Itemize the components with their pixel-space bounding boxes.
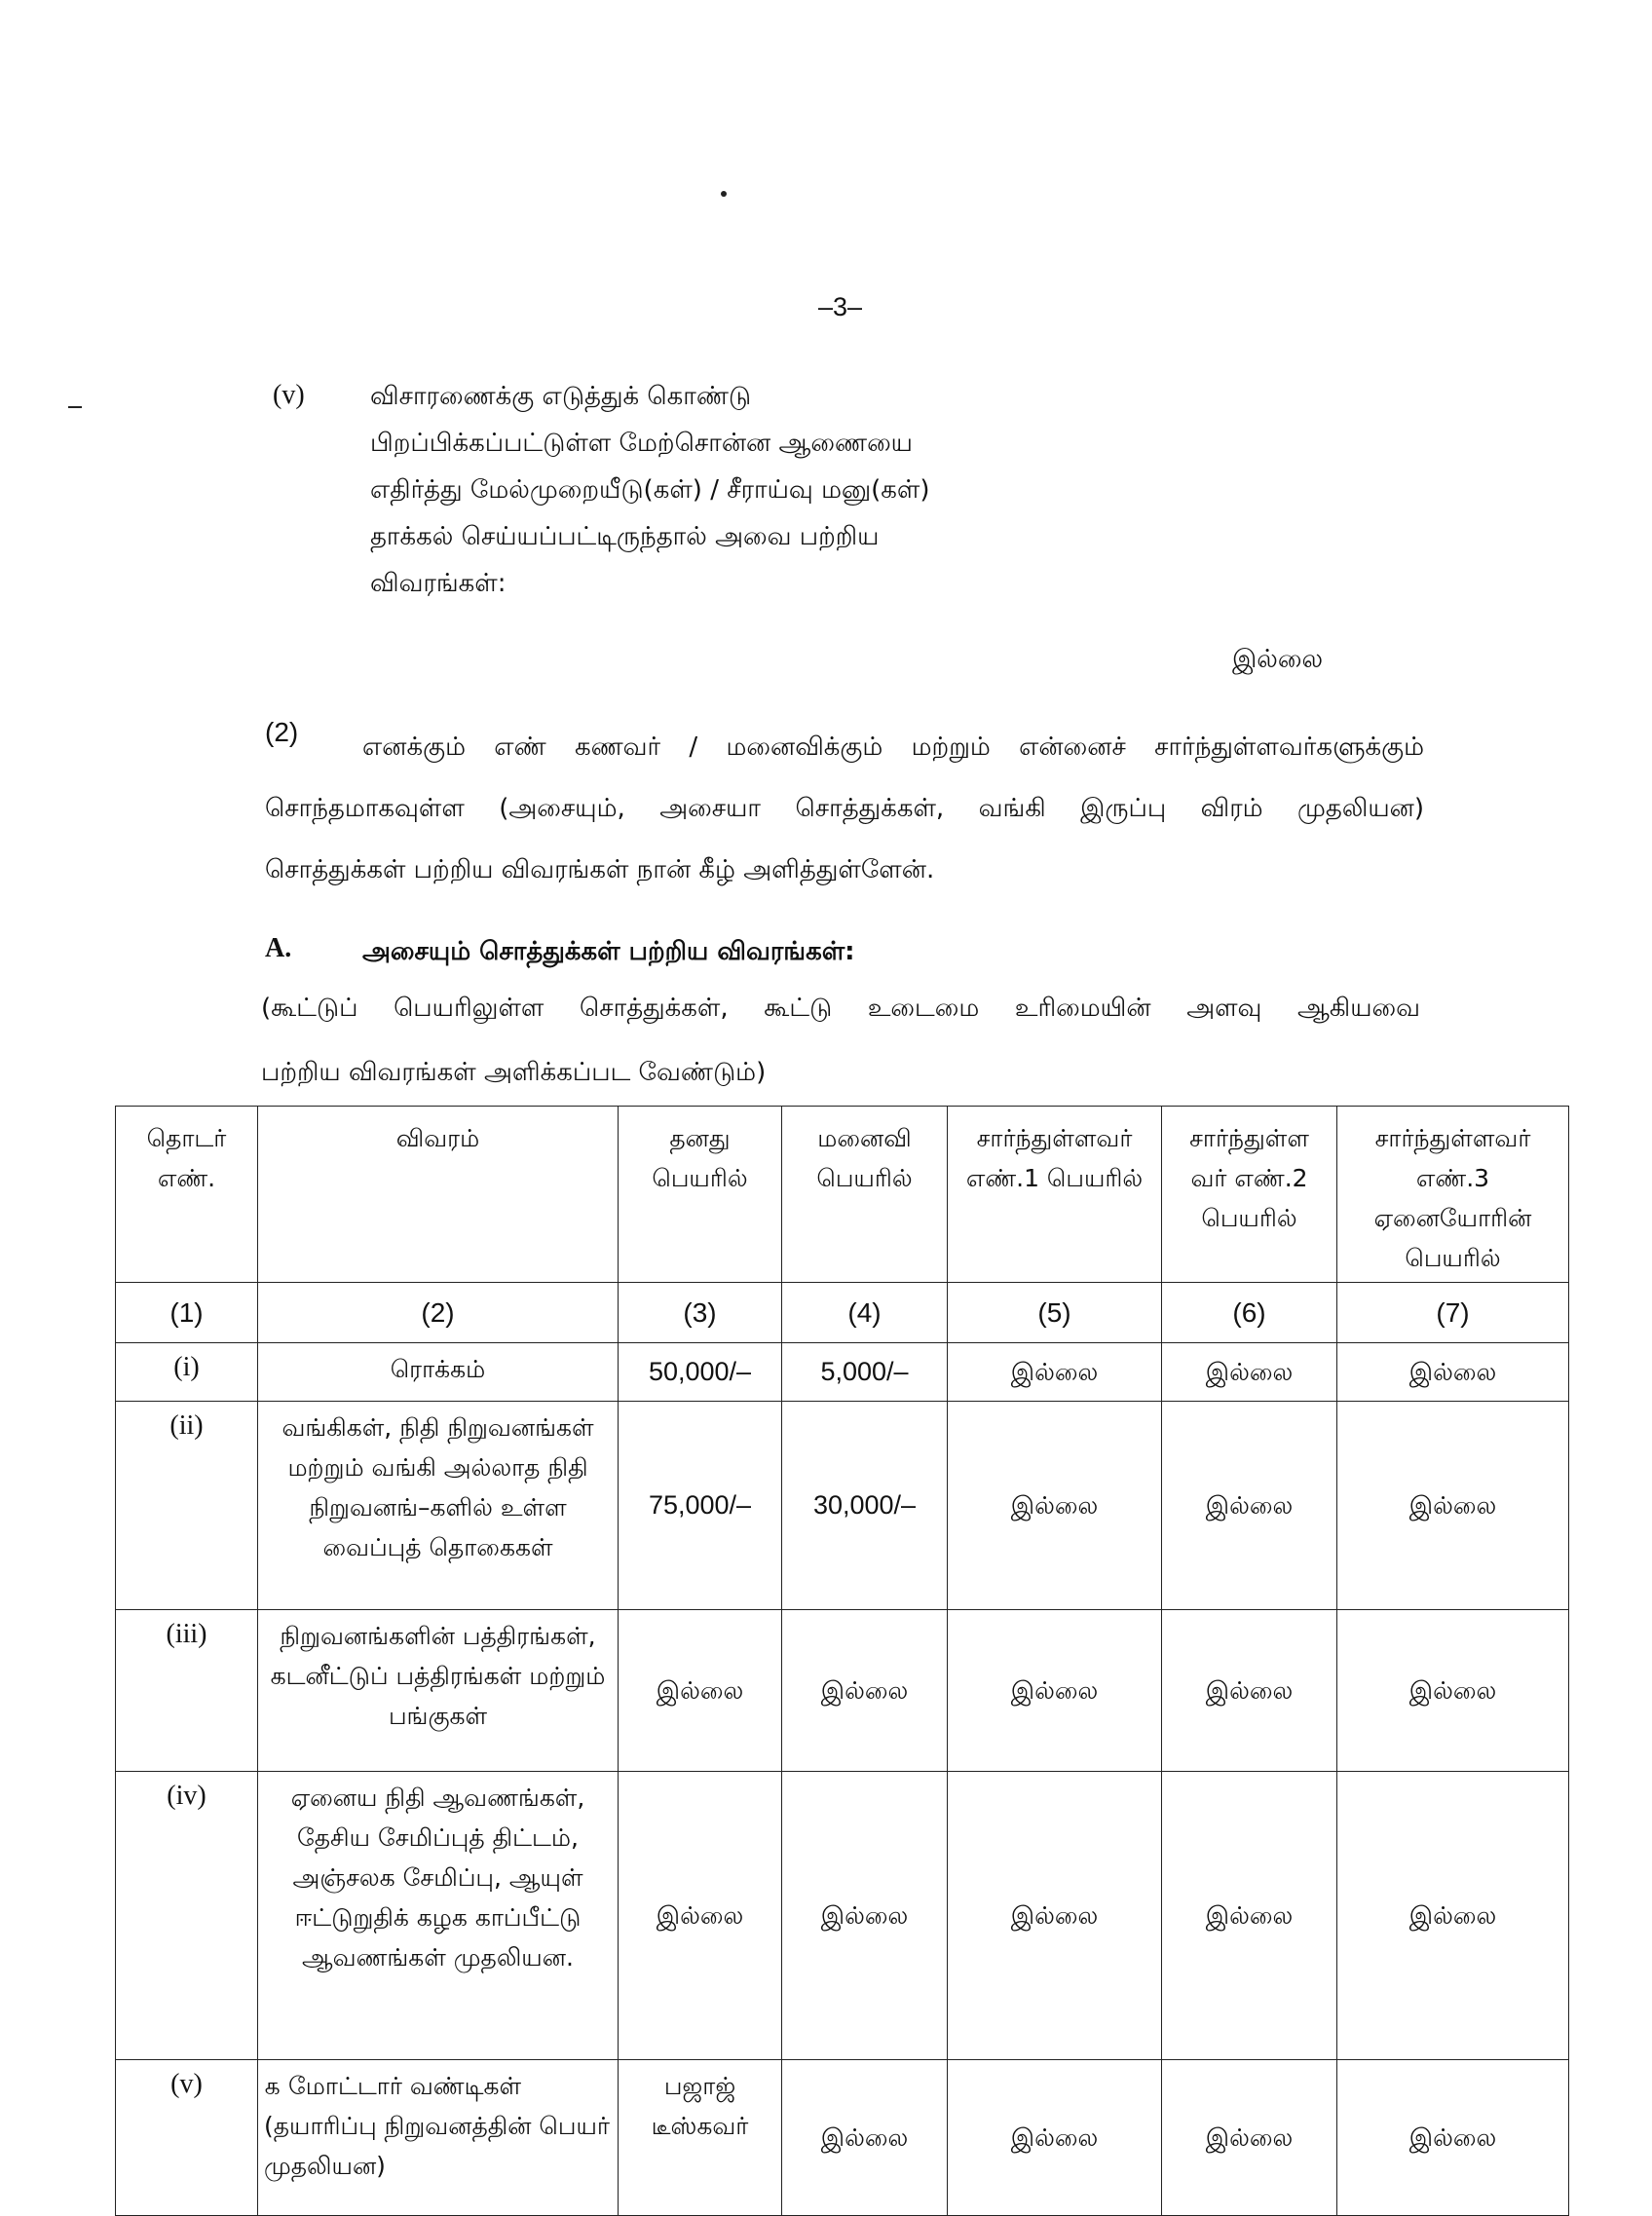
column-number: (6) [1162, 1283, 1337, 1343]
table-row [116, 1772, 1569, 2060]
row-self-value: இல்லை [619, 1610, 782, 1772]
column-number: (2) [258, 1283, 619, 1343]
header-dependent-2: சார்ந்துள்ள வர் எண்.2 பெயரில் [1162, 1107, 1337, 1283]
header-self: தனது பெயரில் [619, 1107, 782, 1283]
section-a-letter: A. [265, 933, 292, 963]
header-dependent-1: சார்ந்துள்ளவர் எண்.1 பெயரில் [948, 1107, 1162, 1283]
row-dep2-value: இல்லை [1162, 1343, 1337, 1402]
row-dep3-value: இல்லை [1337, 1402, 1569, 1610]
paragraph-2-text [265, 732, 1424, 917]
row-description: ௧ மோட்டார் வண்டிகள் (தயாரிப்பு நிறுவனத்தின் பெயர் முதலியன) [258, 2060, 619, 2216]
table-row [116, 1610, 1569, 1772]
row-dep2-value: இல்லை [1162, 2060, 1337, 2216]
column-number: (5) [948, 1283, 1162, 1343]
paragraph-2-line: சொத்துக்கள் பற்றிய விவரங்கள் நான் கீழ் அளித்துள்ளேன். [265, 855, 935, 884]
row-dep2-value: இல்லை [1162, 1402, 1337, 1610]
movable-assets-table [115, 1106, 1569, 2216]
row-dep1-value: இல்லை [948, 1610, 1162, 1772]
row-description: ரொக்கம் [258, 1343, 619, 1402]
row-dep3-value: இல்லை [1337, 2060, 1569, 2216]
row-spouse-value: இல்லை [782, 1610, 948, 1772]
row-self-value: இல்லை [619, 1772, 782, 2060]
column-number: (4) [782, 1283, 948, 1343]
table-header-row [116, 1107, 1569, 1283]
section-a-note-line: (கூட்டுப் பெயரிலுள்ள சொத்துக்கள், கூட்டு உடைமை உரிமையின் அளவு ஆகியவை [261, 994, 1420, 1023]
row-spouse-value: இல்லை [782, 2060, 948, 2216]
row-dep1-value: இல்லை [948, 1402, 1162, 1610]
section-a-title: அசையும் சொத்துக்கள் பற்றிய விவரங்கள்: [362, 937, 855, 966]
margin-mark [68, 406, 82, 408]
paragraph-2-line: எனக்கும் எண் கணவர் / மனைவிக்கும் மற்றும் என்னைச் சார்ந்துள்ளவர்களுக்கும் [362, 732, 1424, 762]
row-spouse-value: இல்லை [782, 1772, 948, 2060]
row-serial: (iv) [116, 1772, 258, 2060]
section-a-note [261, 994, 1420, 1122]
table-row [116, 1343, 1569, 1402]
row-dep3-value: இல்லை [1337, 1772, 1569, 2060]
page-number: –3– [818, 292, 863, 321]
row-serial: (ii) [116, 1402, 258, 1610]
item-v-line: விவரங்கள்: [370, 569, 507, 598]
column-number: (3) [619, 1283, 782, 1343]
item-v-label: (v) [273, 380, 305, 410]
item-v-line: தாக்கல் செய்யப்பட்டிருந்தால் அவை பற்றிய [370, 522, 880, 551]
column-number: (1) [116, 1283, 258, 1343]
item-v-line: பிறப்பிக்கப்பட்டுள்ள மேற்சொன்ன ஆணையை [370, 429, 913, 458]
table-row [116, 2060, 1569, 2216]
column-number-row [116, 1283, 1569, 1343]
header-serial-no: தொடர் எண். [116, 1107, 258, 1283]
row-serial: (iii) [116, 1610, 258, 1772]
item-v-line: விசாரணைக்கு எடுத்துக் கொண்டு [370, 382, 752, 411]
row-description: ஏனைய நிதி ஆவணங்கள், தேசிய சேமிப்புத் திட்டம், அஞ்சலக சேமிப்பு, ஆயுள் ஈட்டுறுதிக் கழக காப்பீட்டு ஆவணங்கள் முதலியன. [258, 1772, 619, 2060]
header-spouse: மனைவி பெயரில் [782, 1107, 948, 1283]
row-description: நிறுவனங்களின் பத்திரங்கள், கடனீட்டுப் பத்திரங்கள் மற்றும் பங்குகள் [258, 1610, 619, 1772]
item-v-text [370, 382, 930, 616]
table-row [116, 1402, 1569, 1610]
row-self-value: பஜாஜ் டீஸ்கவர் [619, 2060, 782, 2216]
row-serial: (i) [116, 1343, 258, 1402]
paragraph-2-number: (2) [265, 717, 299, 747]
row-dep2-value: இல்லை [1162, 1772, 1337, 2060]
row-self-value: 75,000/– [619, 1402, 782, 1610]
header-description: விவரம் [258, 1107, 619, 1283]
item-v-answer: இல்லை [1232, 645, 1324, 674]
row-spouse-value: 5,000/– [782, 1343, 948, 1402]
row-self-value: 50,000/– [619, 1343, 782, 1402]
row-description: வங்கிகள், நிதி நிறுவனங்கள் மற்றும் வங்கி அல்லாத நிதி நிறுவனங்–களில் உள்ள வைப்புத் தொகைகள் [258, 1402, 619, 1610]
row-dep2-value: இல்லை [1162, 1610, 1337, 1772]
scan-speck [721, 191, 727, 197]
paragraph-2-line: சொந்தமாகவுள்ள (அசையும், அசையா சொத்துக்கள், வங்கி இருப்பு விரம் முதலியன) [265, 794, 1424, 823]
section-a-note-line: பற்றிய விவரங்கள் அளிக்கப்பட வேண்டும்) [261, 1058, 767, 1087]
row-serial: (v) [116, 2060, 258, 2216]
header-dependent-3: சார்ந்துள்ளவர் எண்.3 ஏனையோரின் பெயரில் [1337, 1107, 1569, 1283]
row-dep1-value: இல்லை [948, 1772, 1162, 2060]
row-dep1-value: இல்லை [948, 1343, 1162, 1402]
column-number: (7) [1337, 1283, 1569, 1343]
row-dep3-value: இல்லை [1337, 1343, 1569, 1402]
item-v-line: எதிர்த்து மேல்முறையீடு(கள்) / சீராய்வு மனு(கள்) [370, 475, 930, 505]
row-dep1-value: இல்லை [948, 2060, 1162, 2216]
row-dep3-value: இல்லை [1337, 1610, 1569, 1772]
row-spouse-value: 30,000/– [782, 1402, 948, 1610]
